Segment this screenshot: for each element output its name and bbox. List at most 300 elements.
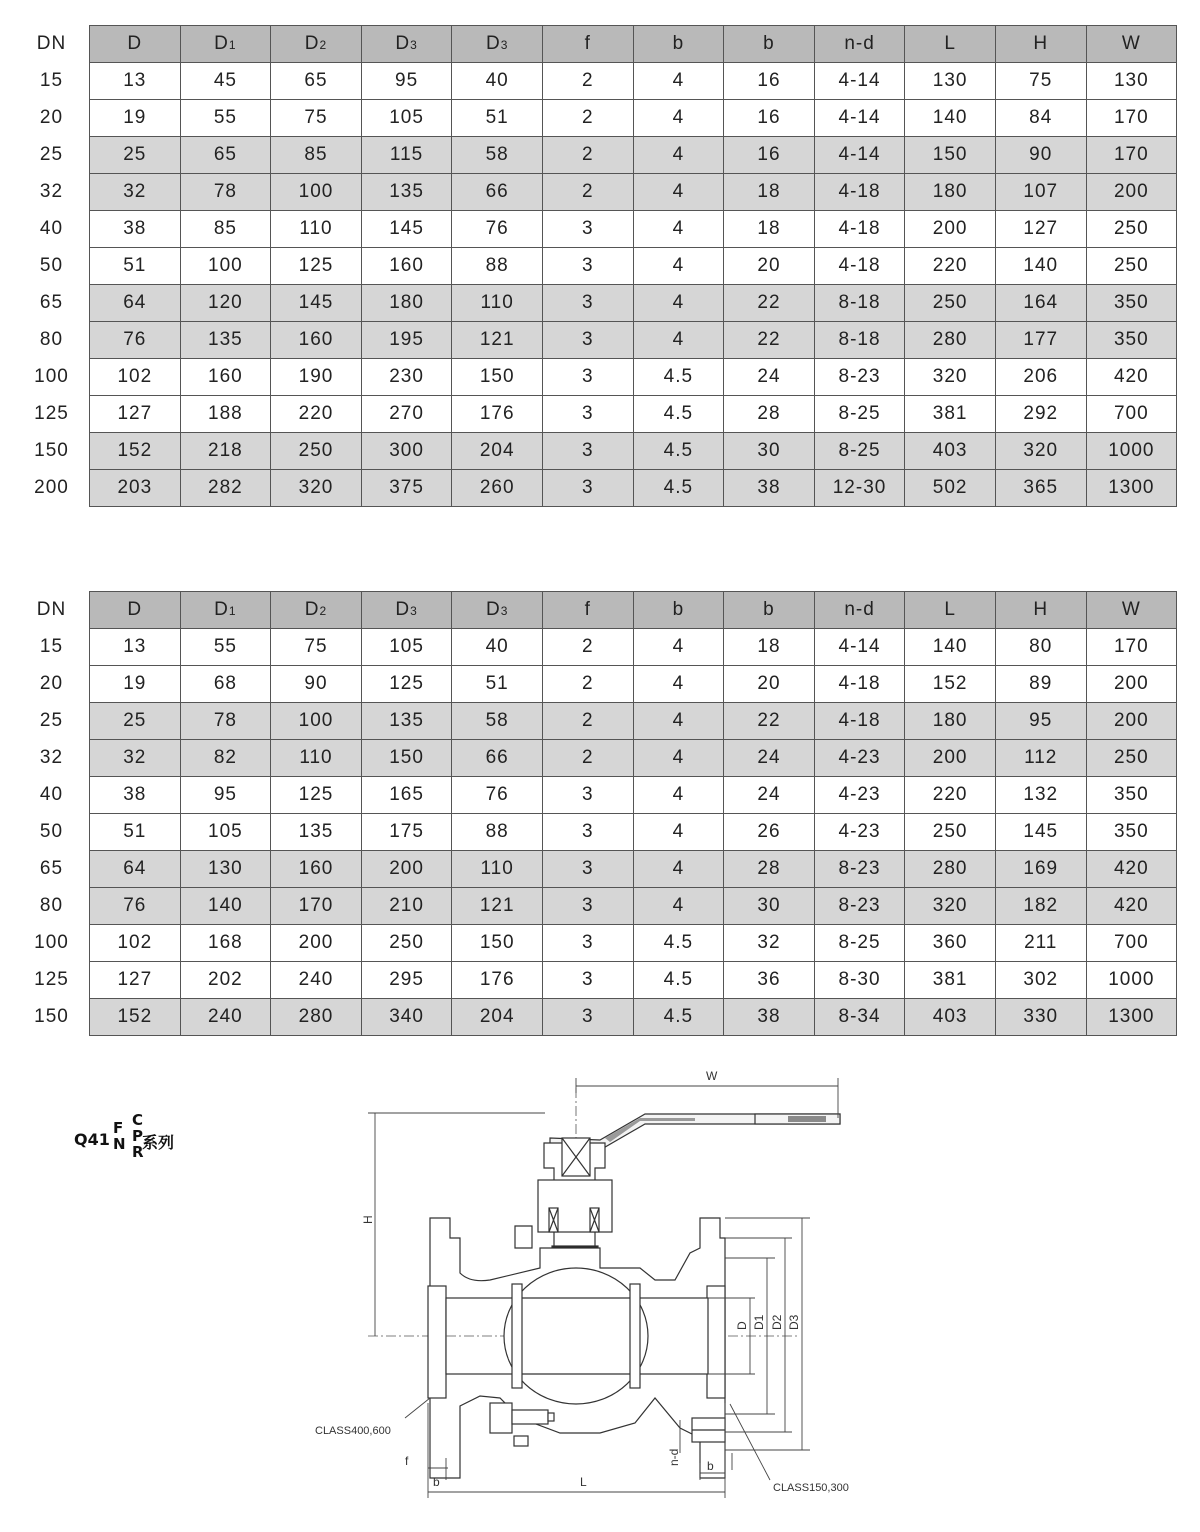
ball-valve-drawing [300,1058,880,1508]
table-cell: 78 [180,174,271,211]
table-cell: 4 [633,322,724,359]
table-cell: 121 [452,888,543,925]
table-cell: 132 [995,777,1086,814]
table-cell: 3 [542,248,633,285]
table-cell: 125 [271,248,362,285]
table-cell: 3 [542,925,633,962]
table-cell: 177 [995,322,1086,359]
table-cell: 200 [905,211,996,248]
table-cell: 24 [724,359,815,396]
table-cell: 88 [452,248,543,285]
dn-cell: 25 [14,137,90,174]
dn-cell: 20 [14,666,90,703]
table-cell: 32 [724,925,815,962]
table-cell: 85 [271,137,362,174]
table-cell: 700 [1086,925,1177,962]
table-cell: 260 [452,470,543,507]
table-cell: 204 [452,433,543,470]
table-cell: 8-18 [814,285,905,322]
table-cell: 75 [995,63,1086,100]
table-cell: 110 [271,740,362,777]
table-header-row [14,26,1177,63]
table-cell: 280 [905,851,996,888]
table-cell: 3 [542,211,633,248]
table-cell: 150 [452,359,543,396]
table-cell: 102 [90,359,181,396]
table-row [14,814,1177,851]
dim-label-b-right: b [707,1459,714,1473]
table-cell: 3 [542,777,633,814]
dimension-table-1 [14,25,1177,507]
table-cell: 100 [271,174,362,211]
table-cell: 4 [633,137,724,174]
table-cell: 100 [271,703,362,740]
table-cell: 3 [542,396,633,433]
dn-cell: 50 [14,814,90,851]
table-cell: 250 [905,814,996,851]
header-cell-dn [14,592,90,629]
table-cell: 30 [724,888,815,925]
table-cell: 32 [90,740,181,777]
valve-ball [504,1268,648,1404]
table-cell: 4-14 [814,100,905,137]
table-cell: 420 [1086,359,1177,396]
table-row [14,962,1177,999]
table-body [14,629,1177,1036]
table-row [14,433,1177,470]
table-cell: 76 [452,777,543,814]
table-cell: 240 [180,999,271,1036]
dim-label-l: L [580,1475,587,1489]
dn-cell: 32 [14,174,90,211]
table-cell: 127 [90,962,181,999]
table-cell: 280 [271,999,362,1036]
header-label: D [485,33,501,54]
header-subscript: 3 [410,38,418,52]
table-cell: 3 [542,814,633,851]
table-cell: 700 [1086,396,1177,433]
table-cell: 68 [180,666,271,703]
table-cell: 200 [361,851,452,888]
table-cell: 3 [542,359,633,396]
header-subscript: 2 [319,604,328,618]
table-cell: 2 [542,63,633,100]
table-cell: 204 [452,999,543,1036]
table-cell: 40 [452,63,543,100]
table-cell: 4.5 [633,396,724,433]
table-cell: 105 [180,814,271,851]
table-cell: 8-25 [814,396,905,433]
table-cell: 28 [724,396,815,433]
table-cell: 150 [361,740,452,777]
table-cell: 152 [905,666,996,703]
table-cell: 100 [180,248,271,285]
header-label: D [214,33,229,54]
header-label: n-d [844,599,875,620]
series-stack-letter: R [132,1143,144,1161]
series-stack-letter: F [113,1119,124,1137]
header-cell [724,26,815,63]
header-label: b [763,33,775,54]
table-cell: 282 [180,470,271,507]
table-cell: 8-25 [814,925,905,962]
table-cell: 4-18 [814,248,905,285]
dn-cell: 32 [14,740,90,777]
table-cell: 110 [271,211,362,248]
table-cell: 150 [905,137,996,174]
table-cell: 300 [361,433,452,470]
table-row [14,322,1177,359]
dim-label-d2: D2 [770,1314,784,1330]
table-cell: 3 [542,999,633,1036]
header-label: n-d [844,33,875,54]
table-cell: 164 [995,285,1086,322]
dim-label-d3: D3 [787,1314,801,1330]
dim-label-h: H [361,1215,375,1224]
table-cell: 170 [1086,629,1177,666]
table-cell: 302 [995,962,1086,999]
header-subscript: 3 [410,604,418,618]
table-cell: 55 [180,100,271,137]
table-cell: 340 [361,999,452,1036]
table-cell: 365 [995,470,1086,507]
header-cell [1086,592,1177,629]
table-cell: 22 [724,285,815,322]
table-cell: 75 [271,629,362,666]
header-cell [271,26,362,63]
table-cell: 350 [1086,285,1177,322]
table-cell: 4 [633,777,724,814]
table-cell: 180 [905,703,996,740]
table-cell: 182 [995,888,1086,925]
table-cell: 4 [633,851,724,888]
table-cell: 165 [361,777,452,814]
table-cell: 66 [452,740,543,777]
table-cell: 220 [905,777,996,814]
table-cell: 420 [1086,888,1177,925]
dim-label-nd: n-d [667,1448,681,1466]
dn-cell: 65 [14,285,90,322]
table-cell: 176 [452,396,543,433]
dim-label-w: W [706,1069,718,1083]
table-cell: 20 [724,248,815,285]
table-cell: 2 [542,137,633,174]
header-subscript: 1 [228,38,237,52]
header-cell-dn [14,26,90,63]
table-cell: 152 [90,433,181,470]
table-cell: 38 [90,777,181,814]
table-cell: 280 [905,322,996,359]
table-cell: 25 [90,703,181,740]
table-cell: 250 [1086,248,1177,285]
header-label: W [1121,33,1141,54]
table-cell: 45 [180,63,271,100]
header-cell [452,592,543,629]
table-cell: 4 [633,666,724,703]
dim-label-b-left: b [433,1475,440,1489]
dim-label-d1: D1 [752,1314,766,1330]
table-cell: 105 [361,629,452,666]
table-cell: 112 [995,740,1086,777]
table-cell: 1300 [1086,999,1177,1036]
table-cell: 4-18 [814,174,905,211]
table-cell: 84 [995,100,1086,137]
header-cell [905,592,996,629]
dn-cell: 80 [14,888,90,925]
table-row [14,211,1177,248]
table-cell: 90 [995,137,1086,174]
table-cell: 65 [180,137,271,174]
table-cell: 4.5 [633,962,724,999]
table-cell: 4 [633,814,724,851]
header-cell [1086,26,1177,63]
table-cell: 2 [542,740,633,777]
table-cell: 90 [271,666,362,703]
table-cell: 170 [1086,100,1177,137]
header-label: b [763,599,775,620]
table-cell: 95 [180,777,271,814]
header-cell [995,26,1086,63]
table-cell: 4-23 [814,740,905,777]
table-cell: 403 [905,999,996,1036]
table-cell: 4.5 [633,433,724,470]
dn-cell: 40 [14,211,90,248]
header-label: f [584,599,591,620]
table-row [14,285,1177,322]
table-cell: 295 [361,962,452,999]
table-cell: 502 [905,470,996,507]
header-cell [361,592,452,629]
table-cell: 1300 [1086,470,1177,507]
table-cell: 4 [633,740,724,777]
table-cell: 30 [724,433,815,470]
table-cell: 350 [1086,777,1177,814]
table-row [14,851,1177,888]
table-cell: 110 [452,851,543,888]
table-cell: 4-18 [814,211,905,248]
table-row [14,63,1177,100]
table-cell: 82 [180,740,271,777]
table-cell: 64 [90,851,181,888]
table-cell: 76 [452,211,543,248]
table-cell: 8-23 [814,888,905,925]
table-cell: 18 [724,211,815,248]
table-row [14,174,1177,211]
table-cell: 18 [724,174,815,211]
table-cell: 8-18 [814,322,905,359]
table-cell: 360 [905,925,996,962]
table-cell: 130 [180,851,271,888]
table-cell: 58 [452,703,543,740]
table-cell: 160 [271,851,362,888]
table-cell: 51 [90,248,181,285]
table-cell: 38 [724,470,815,507]
table-row [14,248,1177,285]
table-cell: 200 [1086,703,1177,740]
header-label: L [944,33,956,54]
table-cell: 2 [542,100,633,137]
series-material-stack-1 [113,1120,126,1152]
table-cell: 190 [271,359,362,396]
flange-bolt [692,1418,725,1442]
table-cell: 206 [995,359,1086,396]
table-cell: 16 [724,100,815,137]
table-row [14,359,1177,396]
table-cell: 13 [90,63,181,100]
table-cell: 195 [361,322,452,359]
table-header-row [14,592,1177,629]
table-cell: 170 [1086,137,1177,174]
table-cell: 28 [724,851,815,888]
table-cell: 55 [180,629,271,666]
table-cell: 4 [633,211,724,248]
table-cell: 66 [452,174,543,211]
table-cell: 4-23 [814,777,905,814]
table-cell: 16 [724,63,815,100]
dim-label-d: D [735,1321,749,1330]
table-cell: 36 [724,962,815,999]
header-cell [542,26,633,63]
series-stack-letter: C [132,1111,144,1129]
header-cell [905,26,996,63]
table-cell: 95 [995,703,1086,740]
header-subscript: 3 [500,38,509,52]
series-stack-letter: P [132,1127,143,1145]
dn-cell: 100 [14,359,90,396]
table-row [14,470,1177,507]
table-cell: 75 [271,100,362,137]
table-cell: 250 [361,925,452,962]
table-cell: 375 [361,470,452,507]
table-cell: 135 [361,174,452,211]
table-row [14,137,1177,174]
table-row [14,888,1177,925]
table-cell: 19 [90,100,181,137]
table-cell: 3 [542,470,633,507]
table-cell: 121 [452,322,543,359]
table-cell: 130 [1086,63,1177,100]
table-cell: 145 [271,285,362,322]
table-cell: 4 [633,174,724,211]
table-cell: 26 [724,814,815,851]
table-cell: 250 [1086,211,1177,248]
table-cell: 270 [361,396,452,433]
table-cell: 140 [905,100,996,137]
table-cell: 4 [633,63,724,100]
header-cell [452,26,543,63]
dn-cell: 150 [14,433,90,470]
table-cell: 85 [180,211,271,248]
header-label: D [485,599,501,620]
table-cell: 320 [271,470,362,507]
series-model-base: Q41 [74,1130,110,1149]
table-cell: 4 [633,703,724,740]
table-cell: 102 [90,925,181,962]
table-row [14,666,1177,703]
table-cell: 4 [633,285,724,322]
dn-cell: 80 [14,322,90,359]
table-cell: 51 [452,666,543,703]
table-cell: 210 [361,888,452,925]
table-cell: 3 [542,433,633,470]
table-cell: 20 [724,666,815,703]
header-cell [814,26,905,63]
dn-cell: 15 [14,63,90,100]
dim-label-f: f [405,1454,409,1468]
table-cell: 2 [542,629,633,666]
dn-cell: 20 [14,100,90,137]
header-cell [90,26,181,63]
table-cell: 168 [180,925,271,962]
header-subscript: 1 [228,604,237,618]
table-cell: 250 [271,433,362,470]
table-cell: 4-14 [814,629,905,666]
table-cell: 160 [180,359,271,396]
table-cell: 32 [90,174,181,211]
table-cell: 140 [905,629,996,666]
header-cell [995,592,1086,629]
dn-cell: 125 [14,396,90,433]
table-cell: 135 [271,814,362,851]
dn-cell: 150 [14,999,90,1036]
table-cell: 330 [995,999,1086,1036]
table-cell: 4-18 [814,703,905,740]
table-cell: 135 [361,703,452,740]
table-row [14,703,1177,740]
table-cell: 8-34 [814,999,905,1036]
table-cell: 8-25 [814,433,905,470]
table-row [14,740,1177,777]
header-label: D [395,599,411,620]
header-label: D [214,599,229,620]
table-cell: 320 [905,359,996,396]
dn-cell: 50 [14,248,90,285]
header-label: L [944,599,956,620]
header-subscript: 3 [500,604,509,618]
table-cell: 4 [633,248,724,285]
table-cell: 2 [542,174,633,211]
table-cell: 202 [180,962,271,999]
table-cell: 24 [724,777,815,814]
header-label: DN [36,33,67,54]
table-cell: 107 [995,174,1086,211]
table-cell: 19 [90,666,181,703]
table-cell: 250 [905,285,996,322]
table-cell: 350 [1086,814,1177,851]
dn-cell: 125 [14,962,90,999]
header-cell [271,592,362,629]
table-cell: 240 [271,962,362,999]
table-cell: 180 [905,174,996,211]
table-cell: 51 [452,100,543,137]
drain-plug [490,1403,554,1446]
table-cell: 170 [271,888,362,925]
dn-cell: 200 [14,470,90,507]
table-cell: 211 [995,925,1086,962]
table-cell: 1000 [1086,962,1177,999]
table-cell: 38 [90,211,181,248]
table-cell: 160 [271,322,362,359]
table-cell: 160 [361,248,452,285]
header-label: DN [36,599,67,620]
table-cell: 203 [90,470,181,507]
table-cell: 350 [1086,322,1177,359]
header-cell [814,592,905,629]
dn-cell: 15 [14,629,90,666]
table-cell: 176 [452,962,543,999]
table-cell: 4 [633,888,724,925]
table-cell: 125 [361,666,452,703]
